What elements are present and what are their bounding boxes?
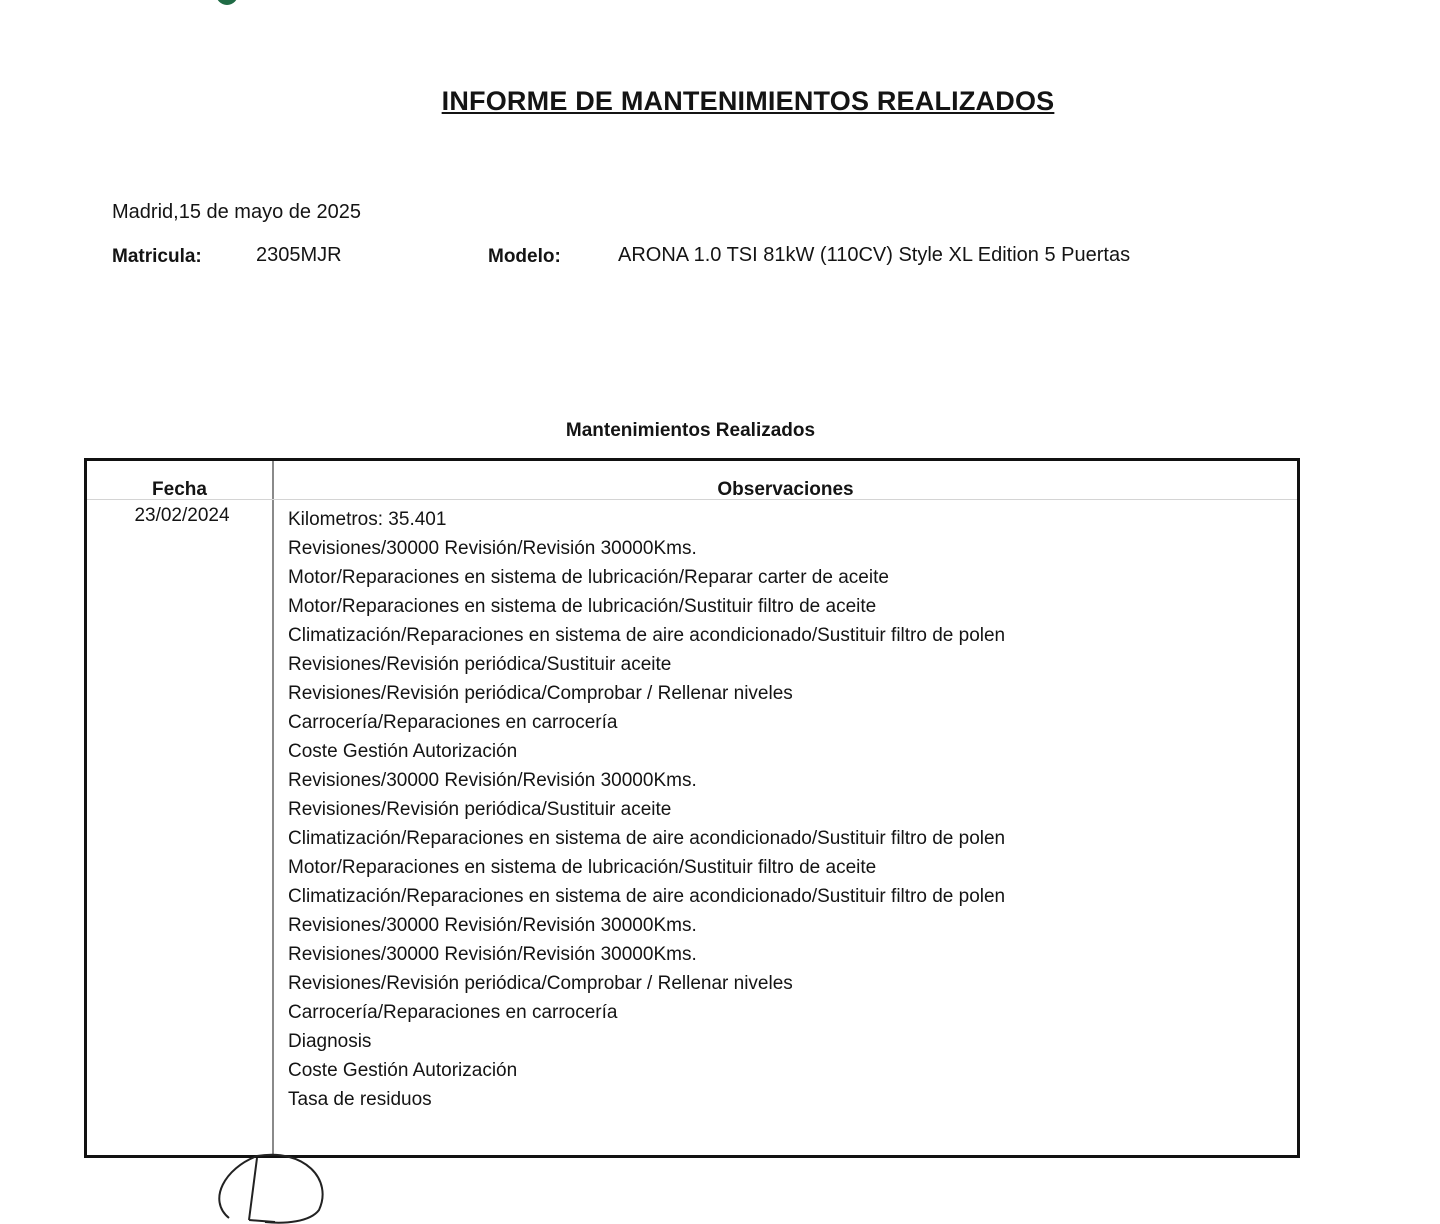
maintenance-table bbox=[84, 458, 1300, 1158]
page-title: INFORME DE MANTENIMIENTOS REALIZADOS bbox=[441, 86, 1055, 116]
list-item: Coste Gestión Autorización bbox=[288, 1060, 518, 1081]
matricula-value: 2305MJR bbox=[256, 244, 342, 266]
list-item: Revisiones/30000 Revisión/Revisión 30000Kms. bbox=[288, 770, 697, 791]
list-item: Tasa de residuos bbox=[288, 1089, 432, 1110]
column-header-observaciones: Observaciones bbox=[717, 479, 854, 500]
signature-icon bbox=[205, 1150, 335, 1224]
list-item: Climatización/Reparaciones en sistema de aire acondicionado/Sustituir filtro de polen bbox=[288, 625, 1006, 646]
list-item: Coste Gestión Autorización bbox=[288, 741, 518, 762]
list-item: Revisiones/Revisión periódica/Comprobar / Rellenar niveles bbox=[288, 683, 793, 704]
list-item: Revisiones/Revisión periódica/Sustituir aceite bbox=[288, 799, 672, 820]
list-item: Revisiones/30000 Revisión/Revisión 30000Kms. bbox=[288, 944, 697, 965]
list-item: Motor/Reparaciones en sistema de lubricación/Sustituir filtro de aceite bbox=[288, 596, 877, 617]
entry-date: 23/02/2024 bbox=[134, 505, 230, 526]
list-item: Revisiones/Revisión periódica/Sustituir aceite bbox=[288, 654, 672, 675]
matricula-label: Matricula: bbox=[112, 246, 202, 267]
column-header-fecha: Fecha bbox=[152, 479, 207, 500]
place-date: Madrid,15 de mayo de 2025 bbox=[112, 201, 362, 223]
list-item: Motor/Reparaciones en sistema de lubricación/Sustituir filtro de aceite bbox=[288, 857, 877, 878]
modelo-value: ARONA 1.0 TSI 81kW (110CV) Style XL Edition 5 Puertas bbox=[618, 244, 1131, 266]
scan-smudge bbox=[530, 1058, 600, 1088]
list-item: Carrocería/Reparaciones en carrocería bbox=[288, 712, 618, 733]
modelo-label: Modelo: bbox=[488, 246, 561, 267]
list-item: Revisiones/Revisión periódica/Comprobar / Rellenar niveles bbox=[288, 973, 793, 994]
column-divider bbox=[272, 461, 274, 1155]
list-item: Climatización/Reparaciones en sistema de aire acondicionado/Sustituir filtro de polen bbox=[288, 886, 1006, 907]
list-item: Climatización/Reparaciones en sistema de aire acondicionado/Sustituir filtro de polen bbox=[288, 828, 1006, 849]
list-item: Kilometros: 35.401 bbox=[288, 509, 447, 530]
list-item: Motor/Reparaciones en sistema de lubricación/Reparar carter de aceite bbox=[288, 567, 889, 588]
list-item: Revisiones/30000 Revisión/Revisión 30000Kms. bbox=[288, 538, 697, 559]
list-item: Carrocería/Reparaciones en carrocería bbox=[288, 1002, 618, 1023]
section-title: Mantenimientos Realizados bbox=[565, 420, 816, 441]
company-logo-icon bbox=[205, 0, 390, 12]
list-item: Revisiones/30000 Revisión/Revisión 30000Kms. bbox=[288, 915, 697, 936]
list-item: Diagnosis bbox=[288, 1031, 372, 1052]
observaciones-list bbox=[288, 505, 1005, 1114]
